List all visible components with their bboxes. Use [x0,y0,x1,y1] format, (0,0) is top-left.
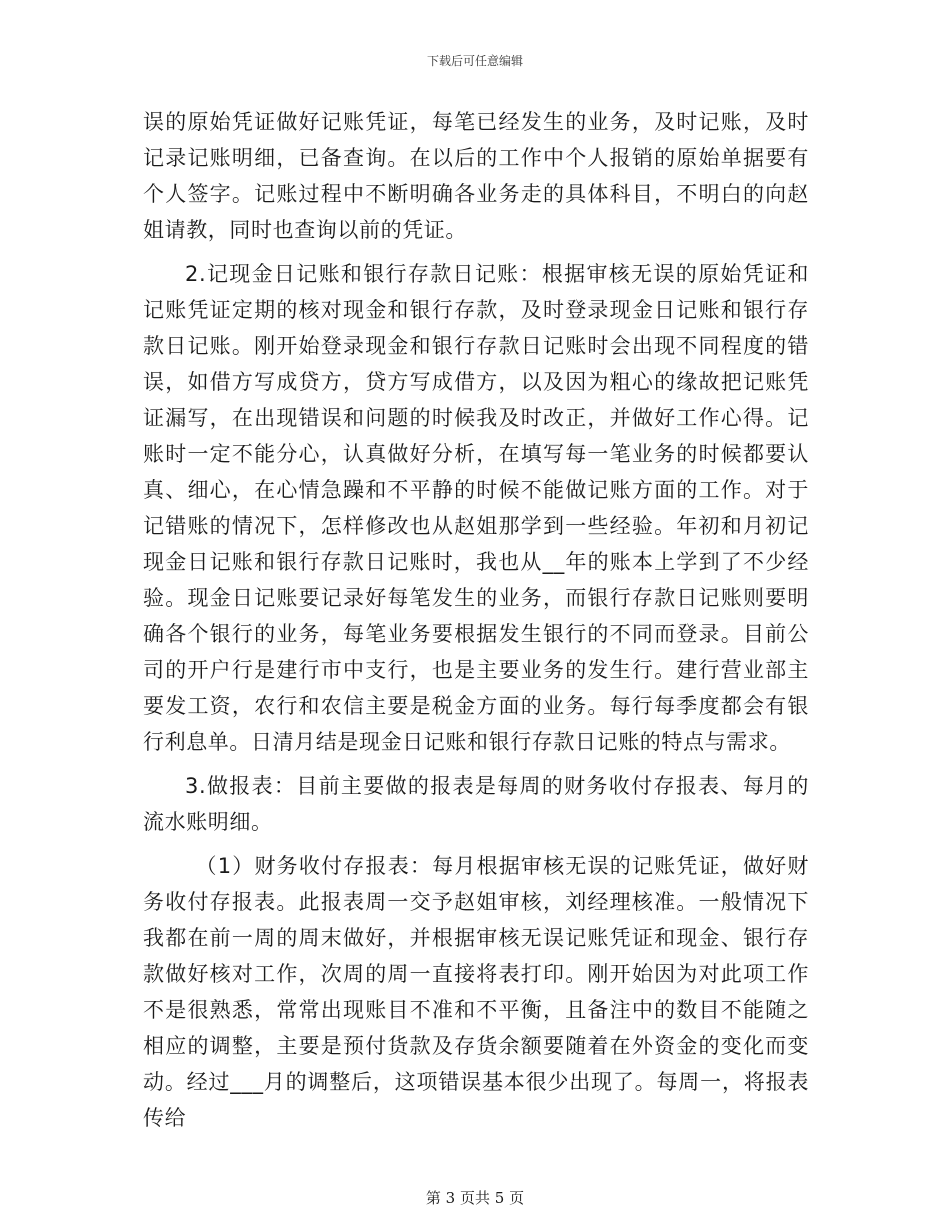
page-header: 下载后可任意编辑 [426,54,523,68]
page-footer: 第 3 页共 5 页 [425,1189,525,1207]
document-body [143,104,809,1144]
paragraph-receipts-report: （1）财务收付存报表：每月根据审核无误的记账凭证，做好财务收付存报表。此报表周一交予赵姐审核，刘经理核准。一般情况下我都在前一周的周末做好，并根据审核无误记账凭证和现金、银行存款做好核对工作，次周的周一直接将表打印。刚开始因为对此项工作不是很熟悉，常常出现账目不准和不平衡，且备注中的数目不能随之相应的调整，主要是预付货款及存货余额要随着在外资金的变化而变动。经过___月的调整后，这项错误基本很少出现了。每周一，将报表传给 [143,854,809,1130]
paragraph-continuation: 误的原始凭证做好记账凭证，每笔已经发生的业务，及时记账，及时记录记账明细，已备查询。在以后的工作中个人报销的原始单据要有个人签字。记账过程中不断明确各业务走的具体科目，不明白的向赵姐请教，同时也查询以前的凭证。 [143,110,809,242]
paragraph-cash-journal: 2.记现金日记账和银行存款日记账：根据审核无误的原始凭证和记账凭证定期的核对现金和银行存款，及时登录现金日记账和银行存款日记账。刚开始登录现金和银行存款日记账时会出现不同程度的错误，如借方写成贷方，贷方写成借方，以及因为粗心的缘故把记账凭证漏写，在出现错误和问题的时候我及时改正，并做好工作心得。记账时一定不能分心，认真做好分析，在填写每一笔业务的时候都要认真、细心，在心情急躁和不平静的时候不能做记账方面的工作。对于记错账的情况下，怎样修改也从赵姐那学到一些经验。年初和月初记现金日记账和银行存款日记账时，我也从__年的账本上学到了不少经验。现金日记账要记录好每笔发生的业务，而银行存款日记账则要明确各个银行的业务，每笔业务要根据发生银行的不同而登录。目前公司的开户行是建行市中支行，也是主要业务的发生行。建行营业部主要发工资，农行和农信主要是税金方面的业务。每行每季度都会有银行利息单。日清月结是现金日记账和银行存款日记账的特点与需求。 [143,262,809,754]
paragraph-reports: 3.做报表：目前主要做的报表是每周的财务收付存报表、每月的流水账明细。 [143,774,809,834]
